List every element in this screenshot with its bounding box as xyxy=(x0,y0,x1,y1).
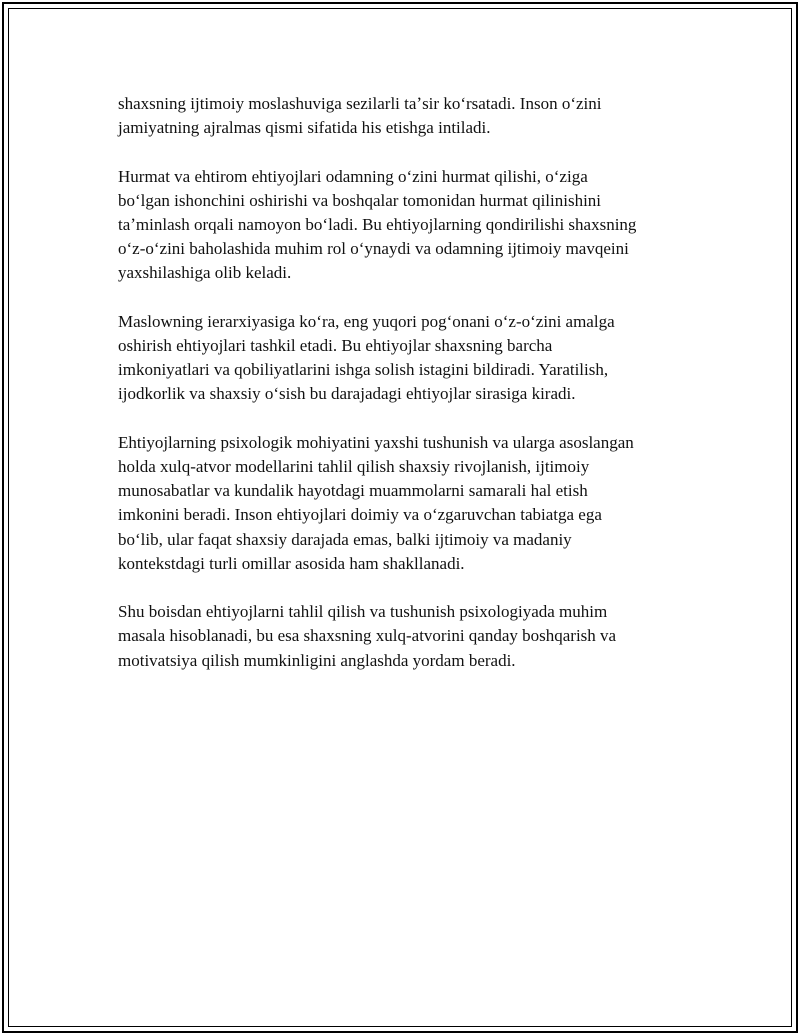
document-body xyxy=(118,92,708,697)
paragraph: Ehtiyojlarning psixologik mohiyatini yaxshi tushunish va ularga asoslangan holda xulq-atvor modellarini tahlil qilish shaxsiy rivojlanish, ijtimoiy munosabatlar va kundalik hayotdagi muammolarni samarali hal etish imkonini beradi. Inson ehtiyojlari doimiy va oʻzgaruvchan tabiatga ega boʻlib, ular faqat shaxsiy darajada emas, balki ijtimoiy va madaniy kontekstdagi turli omillar asosida ham shakllanadi. xyxy=(118,432,634,573)
paragraph: Shu boisdan ehtiyojlarni tahlil qilish va tushunish psixologiyada muhim masala hisoblanadi, bu esa shaxsning xulq-atvorini qanday boshqarish va motivatsiya qilish mumkinligini anglashda yordam beradi. xyxy=(118,602,617,670)
paragraph: shaxsning ijtimoiy moslashuviga sezilarli taʼsir koʻrsatadi. Inson oʻzini jamiyatning ajralmas qismi sifatida his etishga intiladi. xyxy=(118,94,602,138)
paragraph: Maslowning ierarxiyasiga koʻra, eng yuqori pogʻonani oʻz-oʻzini amalga oshirish ehtiyojlari tashkil etadi. Bu ehtiyojlar shaxsning barcha imkoniyatlari va qobiliyatlarini ishga solish istagini bildiradi. Yaratilish, ijodkorlik va shaxsiy oʻsish bu darajadagi ehtiyojlar sirasiga kiradi. xyxy=(118,311,615,404)
paragraph: Hurmat va ehtirom ehtiyojlari odamning oʻzini hurmat qilishi, oʻziga boʻlgan ishonchini oshirishi va boshqalar tomonidan hurmat qilinishini taʼminlash orqali namoyon boʻladi. Bu ehtiyojlarning qondirilishi shaxsning oʻz-oʻzini baholashida muhim rol oʻynaydi va odamning ijtimoiy mavqeini yaxshilashiga olib keladi. xyxy=(118,166,637,283)
